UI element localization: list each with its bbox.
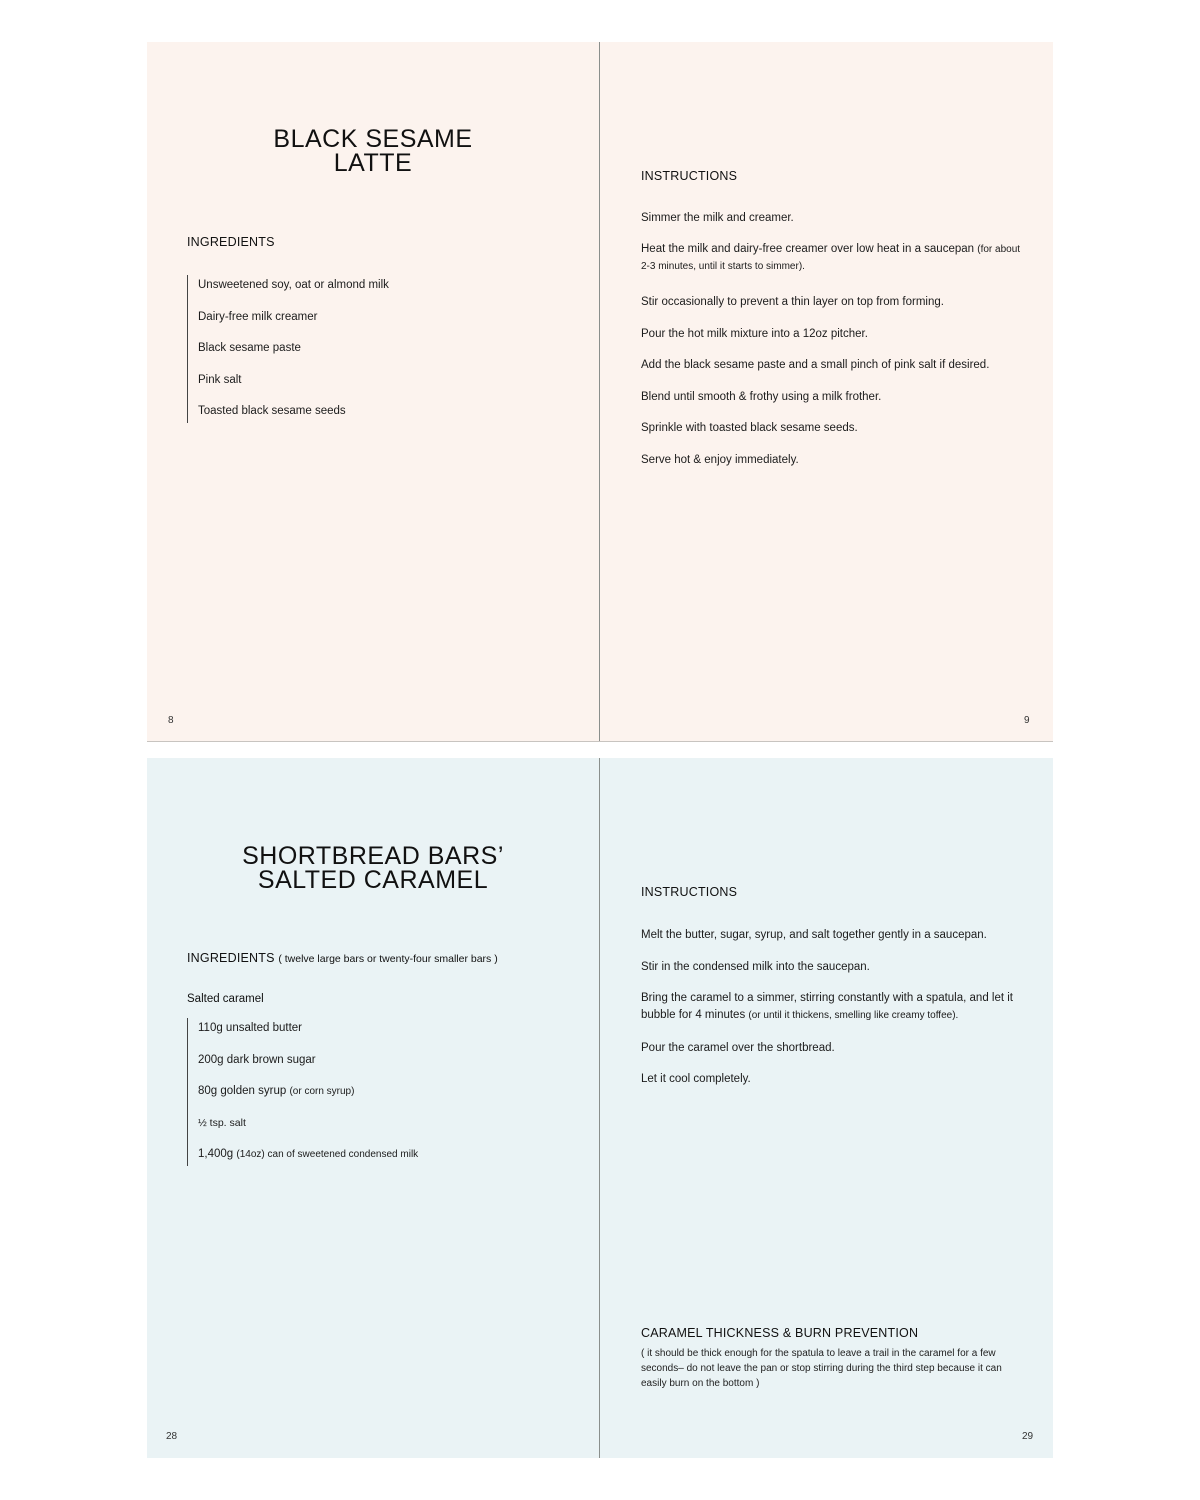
ingredient-item: Dairy-free milk creamer — [198, 310, 318, 323]
instructions-heading: INSTRUCTIONS — [641, 169, 738, 183]
instructions-heading: INSTRUCTIONS — [641, 885, 738, 899]
title-line-2: SALTED CARAMEL — [257, 866, 489, 894]
instruction-step: Serve hot & enjoy immediately. — [641, 453, 799, 466]
page-number: 28 — [166, 1431, 178, 1442]
step-text: Heat the milk and dairy-free creamer over low heat in a saucepan — [641, 243, 975, 255]
page-number: 29 — [1022, 1431, 1034, 1442]
step-note: (for about 2-3 minutes, until it starts to simmer). — [641, 244, 1021, 272]
spread-salted-caramel-shortbread — [147, 758, 1053, 1458]
title-line-1: SHORTBREAD BARS’ — [242, 842, 504, 870]
recipe-title — [147, 127, 599, 175]
instructions-list — [641, 927, 1021, 1091]
page-left — [147, 42, 599, 742]
ingredient-item: Unsweetened soy, oat or almond milk — [198, 279, 389, 291]
ingredient-text: 80g golden syrup — [198, 1085, 287, 1097]
instruction-step: Blend until smooth & frothy using a milk frother. — [641, 390, 882, 403]
ingredient-item — [198, 1144, 418, 1166]
page-right — [600, 758, 1052, 1458]
instruction-step: Let it cool completely. — [641, 1073, 751, 1085]
ingredient-item: Pink salt — [198, 373, 242, 386]
instructions-list — [641, 210, 1021, 472]
page-left — [147, 758, 599, 1458]
instruction-step — [641, 990, 1021, 1040]
instruction-step: Pour the hot milk mixture into a 12oz pitcher. — [641, 327, 868, 340]
ingredients-heading: INGREDIENTS — [187, 235, 275, 249]
instruction-step: Simmer the milk and creamer. — [641, 212, 794, 224]
ingredient-item: ½ tsp. salt — [198, 1116, 246, 1129]
ingredient-item: Black sesame paste — [198, 342, 301, 354]
spread-black-sesame-latte — [147, 42, 1053, 742]
instruction-step — [641, 241, 1021, 294]
step-text: Bring the caramel to a simmer, stirring constantly with a spatula, and let it bubble for 4 minutes — [641, 992, 1013, 1021]
title-line-2: LATTE — [333, 149, 413, 177]
ingredient-item — [198, 1081, 418, 1113]
ingredient-subsection: Salted caramel — [187, 993, 264, 1005]
ingredient-item: 110g unsalted butter — [198, 1022, 303, 1034]
instruction-step: Melt the butter, sugar, syrup, and salt together gently in a saucepan. — [641, 929, 987, 941]
page-edge — [147, 741, 1053, 742]
recipe-title — [147, 844, 599, 892]
instruction-step: Pour the caramel over the shortbread. — [641, 1042, 835, 1054]
instruction-step: Add the black sesame paste and a small pinch of pink salt if desired. — [641, 359, 990, 371]
page-number: 9 — [1024, 715, 1030, 726]
instruction-step: Stir in the condensed milk into the saucepan. — [641, 960, 870, 973]
page-right — [600, 42, 1052, 742]
ingredients-list — [187, 275, 389, 423]
note-body: ( it should be thick enough for the spatula to leave a trail in the caramel for a few seconds– do not leave the pan or stop stirring during the third step because it can easily burn on the bottom ) — [641, 1348, 1002, 1389]
ingredient-item: Toasted black sesame seeds — [198, 405, 346, 417]
title-line-1: BLACK SESAME — [273, 125, 473, 153]
page-number: 8 — [168, 715, 174, 726]
step-note: (or until it thickens, smelling like creamy toffee). — [748, 1010, 959, 1021]
ingredients-yield-note: ( twelve large bars or twenty-four smaller bars ) — [278, 953, 498, 965]
ingredients-list — [187, 1018, 418, 1166]
instruction-step: Sprinkle with toasted black sesame seeds. — [641, 422, 858, 434]
ingredients-heading — [187, 951, 498, 965]
ingredient-text: 1,400g — [198, 1148, 234, 1160]
ingredient-note: (14oz) can of sweetened condensed milk — [236, 1149, 419, 1160]
ingredient-note: (or corn syrup) — [289, 1086, 355, 1097]
ingredients-heading-text: INGREDIENTS — [187, 951, 275, 965]
ingredient-item: 200g dark brown sugar — [198, 1053, 316, 1066]
note-heading: CARAMEL THICKNESS & BURN PREVENTION — [641, 1326, 919, 1340]
instruction-step: Stir occasionally to prevent a thin layer on top from forming. — [641, 296, 944, 308]
